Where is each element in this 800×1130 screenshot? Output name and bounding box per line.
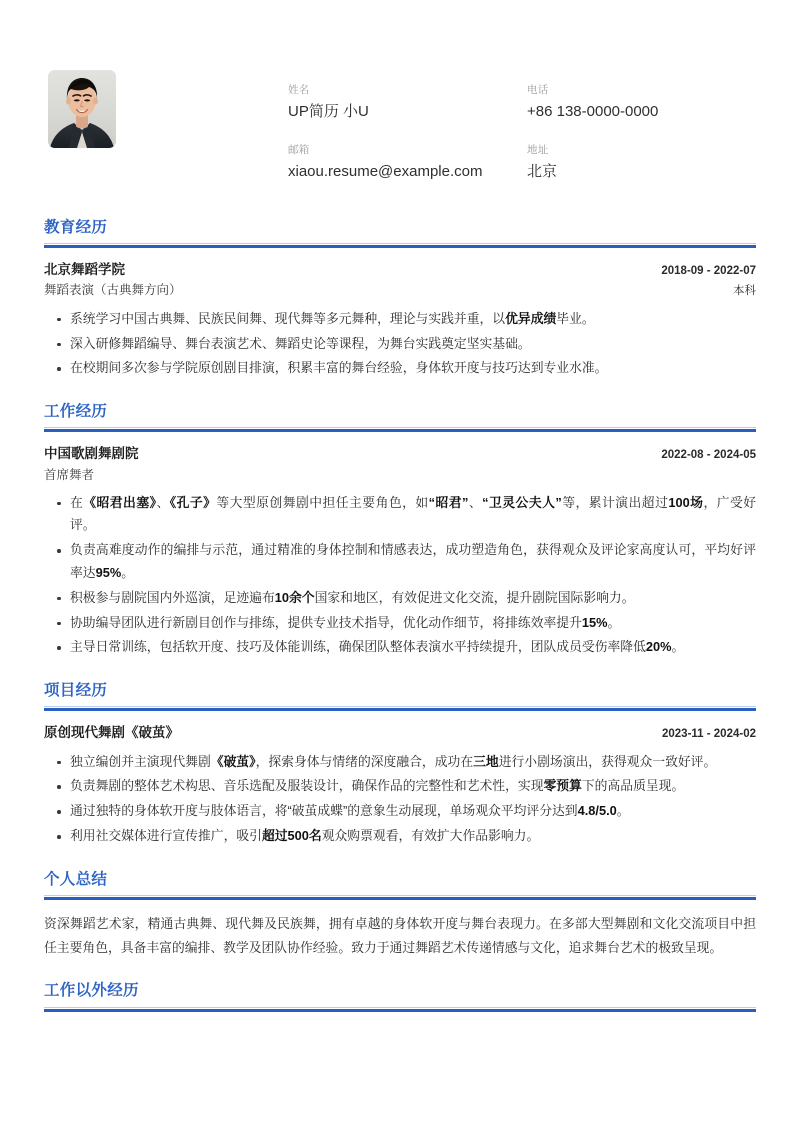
contact-field-name: [288, 84, 517, 122]
work-entry: [44, 444, 756, 659]
section-education: [44, 218, 756, 380]
section-title-education: 教育经历: [44, 218, 108, 236]
list-item: 利用社交媒体进行宣传推广，吸引超过500名观众购票观看，有效扩大作品影响力。: [44, 825, 756, 848]
list-item: 主导日常训练，包括软开度、技巧及体能训练，确保团队整体表演水平持续提升，团队成员受伤率降低20%。: [44, 636, 756, 659]
education-degree: 本科: [733, 285, 756, 298]
section-divider-projects: [44, 706, 756, 711]
list-item: 深入研修舞蹈编导、舞台表演艺术、舞蹈史论等课程，为舞台实践奠定坚实基础。: [44, 333, 756, 356]
work-date: 2022-08 - 2024-05: [661, 449, 756, 462]
list-item: 协助编导团队进行新剧目创作与排练，提供专业技术指导，优化动作细节，将排练效率提升15%。: [44, 612, 756, 635]
list-item: 在《昭君出塞》、《孔子》等大型原创舞剧中担任主要角色，如“昭君”、“卫灵公夫人”等，累计演出超过100场，广受好评。: [44, 492, 756, 538]
project-date: 2023-11 - 2024-02: [662, 728, 756, 741]
education-date: 2018-09 - 2022-07: [661, 265, 756, 278]
contact-field-phone: [527, 84, 756, 122]
list-item: 负责舞剧的整体艺术构思、音乐选配及服装设计，确保作品的完整性和艺术性，实现零预算下的高品质呈现。: [44, 775, 756, 798]
contact-value-email: xiaou.resume@example.com: [288, 162, 483, 180]
section-divider-extracurricular: [44, 1007, 756, 1012]
entry-sub-row: [44, 465, 756, 485]
contact-label-name: 姓名: [288, 84, 310, 96]
section-summary: [44, 870, 756, 960]
education-major: 舞蹈表演（古典舞方向）: [44, 283, 182, 298]
section-work: [44, 402, 756, 659]
section-divider-summary: [44, 895, 756, 900]
list-item: 独立编创并主演现代舞剧《破茧》，探索身体与情绪的深度融合，成功在三地进行小剧场演出，获得观众一致好评。: [44, 751, 756, 774]
work-bullets: [44, 492, 756, 659]
section-title-summary: 个人总结: [44, 870, 108, 888]
entry-header-row: [44, 444, 756, 464]
list-item: 系统学习中国古典舞、民族民间舞、现代舞等多元舞种，理论与实践并重，以优异成绩毕业。: [44, 308, 756, 331]
contact-label-email: 邮箱: [288, 143, 310, 156]
education-bullets: [44, 308, 756, 380]
photo-container: [44, 70, 288, 148]
work-company: 中国歌剧舞剧院: [44, 446, 139, 462]
list-item: 在校期间多次参与学院原创剧目排演，积累丰富的舞台经验，身体软开度与技巧达到专业水准。: [44, 357, 756, 380]
contact-label-phone: 电话: [527, 84, 549, 96]
section-extracurricular: [44, 981, 756, 1011]
list-item: 负责高难度动作的编排与示范，通过精准的身体控制和情感表达，成功塑造角色，获得观众及评论家高度认可，平均好评率达95%。: [44, 539, 756, 585]
list-item: 积极参与剧院国内外巡演，足迹遍布10余个国家和地区，有效促进文化交流，提升剧院国际影响力。: [44, 587, 756, 610]
contact-info: [288, 70, 756, 182]
contact-field-address: [527, 144, 756, 182]
section-divider-work: [44, 427, 756, 432]
resume-header: [44, 0, 756, 208]
project-name: 原创现代舞剧《破茧》: [44, 725, 179, 741]
section-projects: [44, 681, 756, 848]
education-entry: [44, 260, 756, 380]
entry-header-row: [44, 723, 756, 743]
list-item: 通过独特的身体软开度与肢体语言，将“破茧成蝶”的意象生动展现，单场观众平均评分达到4.8/5.0。: [44, 800, 756, 823]
section-title-extracurricular: 工作以外经历: [44, 982, 139, 1000]
contact-value-phone: +86 138-0000-0000: [527, 102, 659, 120]
portrait-illustration: [48, 70, 116, 148]
contact-field-email: [288, 144, 517, 182]
section-title-projects: 项目经历: [44, 682, 108, 700]
entry-header-row: [44, 260, 756, 280]
avatar: [48, 70, 116, 148]
work-role: 首席舞者: [44, 467, 95, 482]
section-divider-education: [44, 243, 756, 248]
summary-paragraph: 资深舞蹈艺术家，精通古典舞、现代舞及民族舞，拥有卓越的身体软开度与舞台表现力。在多部大型舞剧和文化交流项目中担任主要角色，具备丰富的编排、教学及团队协作经验。致力于通过舞蹈艺术传递情感与文化，追求舞台艺术的极致呈现。: [44, 916, 756, 955]
project-entry: [44, 723, 756, 847]
contact-value-name: UP简历 小U: [288, 102, 369, 120]
education-school: 北京舞蹈学院: [44, 262, 125, 278]
section-title-work: 工作经历: [44, 403, 108, 421]
contact-value-address: 北京: [527, 162, 558, 180]
project-bullets: [44, 751, 756, 848]
contact-label-address: 地址: [527, 143, 549, 156]
entry-sub-row: [44, 280, 756, 300]
